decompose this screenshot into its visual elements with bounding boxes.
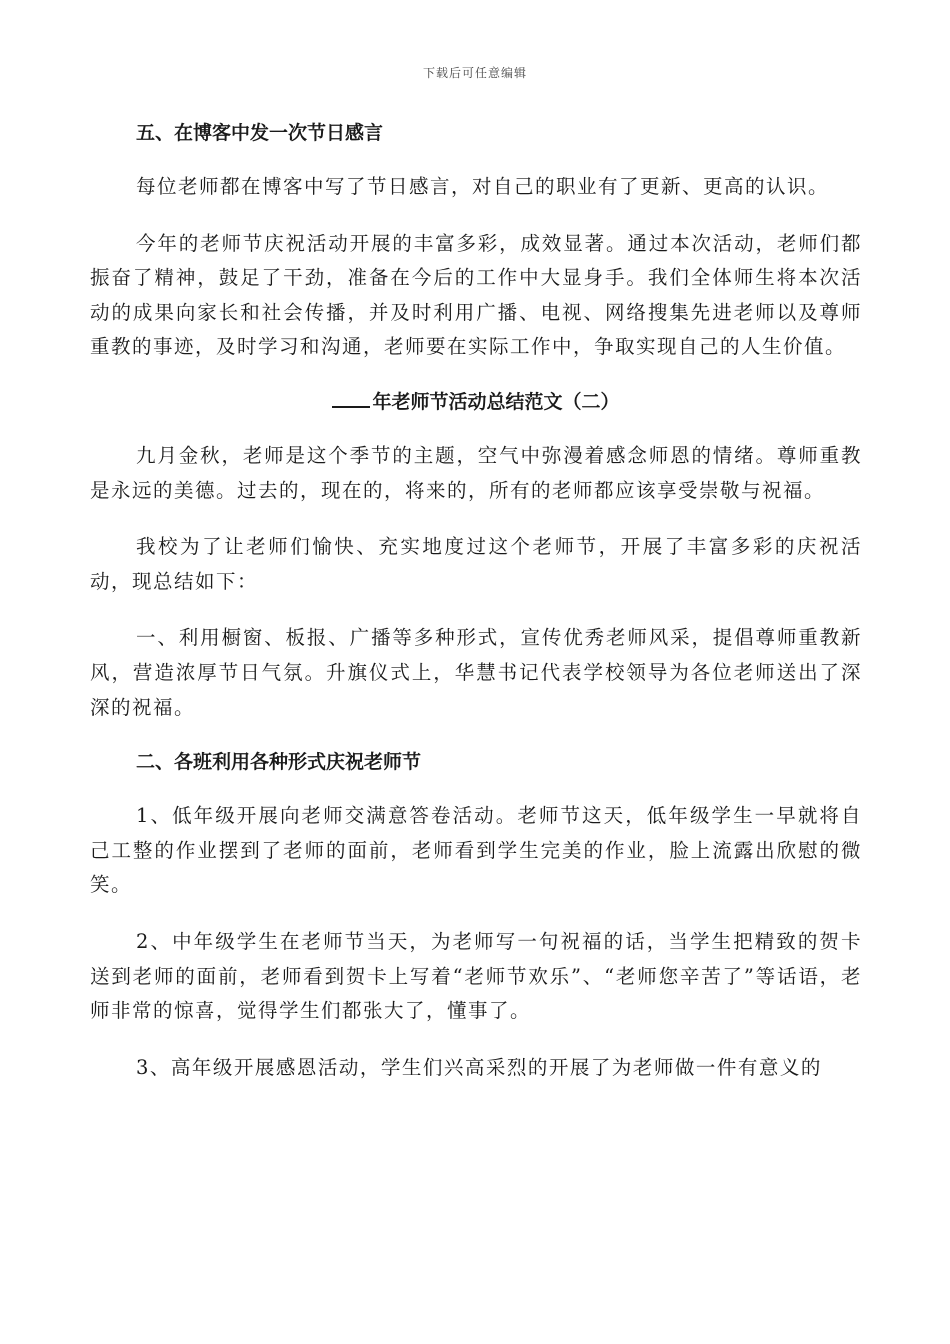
section-five-heading: 五、在博客中发一次节日感言: [136, 122, 384, 144]
article-title: [90, 387, 862, 417]
header-note: 下载后可任意编辑: [422, 66, 527, 80]
paragraph: 一、利用橱窗、板报、广播等多种形式，宣传优秀老师风采，提倡尊师重教新风，营造浓厚节日气氛。升旗仪式上，华慧书记代表学校领导为各位老师送出了深深的祝福。: [90, 626, 862, 719]
paragraph: 九月金秋，老师是这个季节的主题，空气中弥漫着感念师恩的情绪。尊师重教是永远的美德。过去的，现在的，将来的，所有的老师都应该享受崇敬与祝福。: [90, 443, 862, 502]
section-two-heading: 二、各班利用各种形式庆祝老师节: [136, 751, 422, 774]
paragraph: 我校为了让老师们愉快、充实地度过这个老师节，开展了丰富多彩的庆祝活动，现总结如下：: [90, 535, 862, 593]
article-title-text: 年老师节活动总结范文（二）: [372, 390, 620, 413]
blank-year-line: [332, 388, 370, 408]
paragraph: 2、中年级学生在老师节当天，为老师写一句祝福的话，当学生把精致的贺卡送到老师的面前，老师看到贺卡上写着“老师节欢乐”、“老师您辛苦了”等话语，老师非常的惊喜，觉得学生们都张大了，懂事了。: [90, 929, 862, 1023]
paragraph: 1、低年级开展向老师交满意答卷活动。老师节这天，低年级学生一早就将自己工整的作业摆到了老师的面前，老师看到学生完美的作业，脸上流露出欣慰的微笑。: [90, 804, 862, 897]
paragraph: 3、高年级开展感恩活动，学生们兴高采烈的开展了为老师做一件有意义的: [136, 1055, 822, 1079]
paragraph: 每位老师都在博客中写了节日感言，对自己的职业有了更新、更高的认识。: [136, 175, 830, 198]
paragraph: 今年的老师节庆祝活动开展的丰富多彩，成效显著。通过本次活动，老师们都振奋了精神，鼓足了干劲，准备在今后的工作中大显身手。我们全体师生将本次活动的成果向家长和社会传播，并及时利用广播、电视、网络搜集先进老师以及尊师重教的事迹，及时学习和沟通，老师要在实际工作中，争取实现自己的人生价值。: [90, 231, 862, 359]
document-body: [90, 118, 862, 1107]
